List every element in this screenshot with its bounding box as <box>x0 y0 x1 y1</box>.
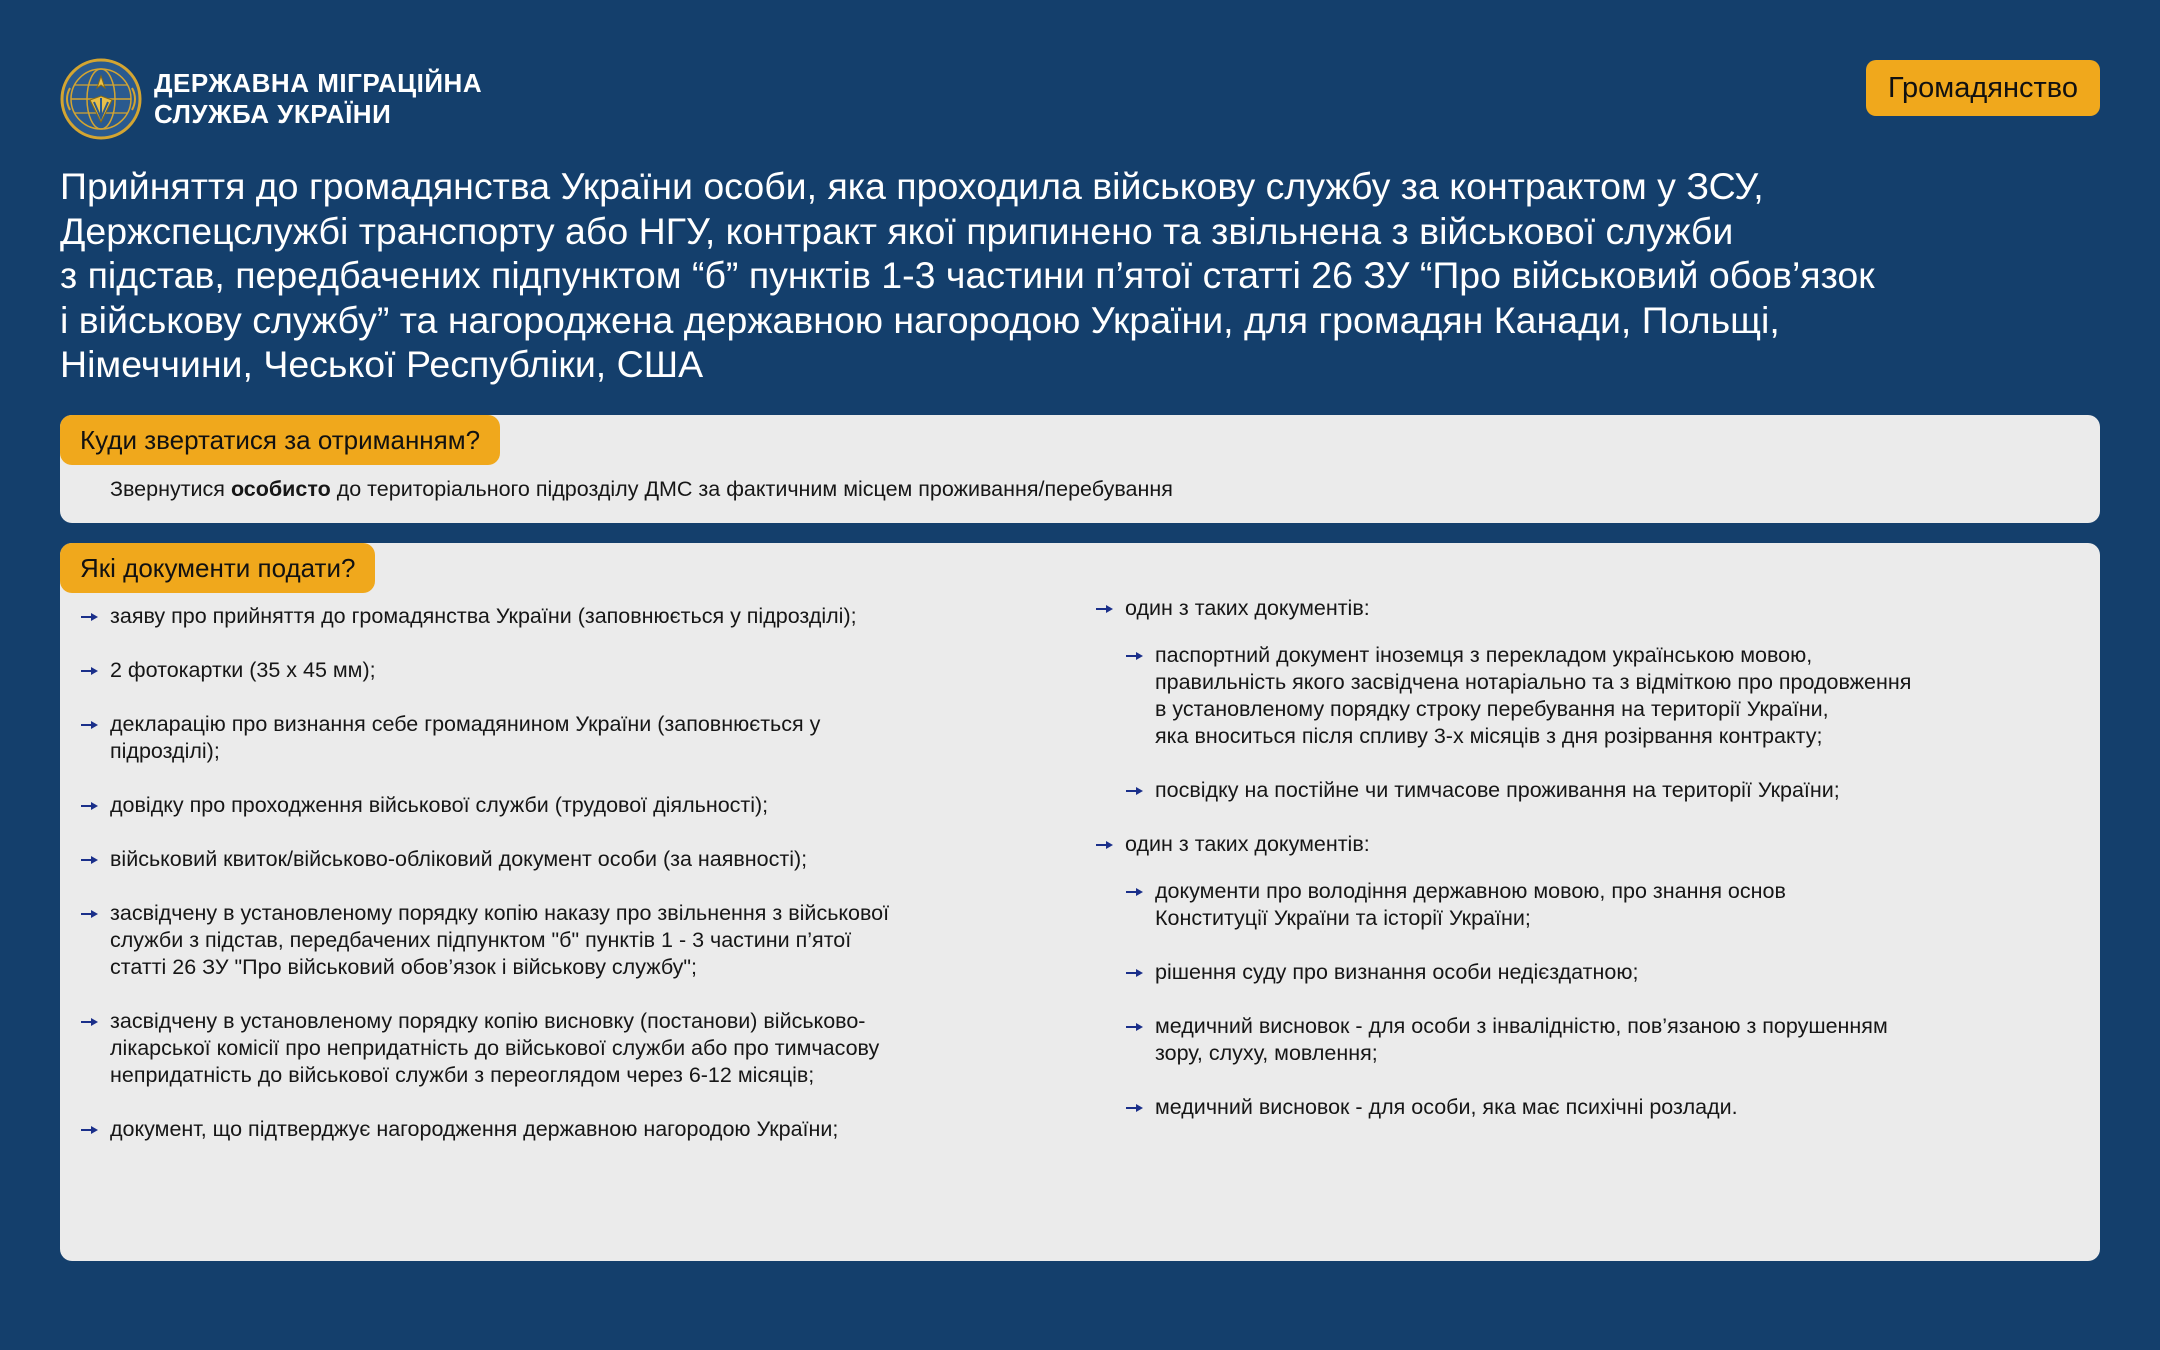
list-item-text <box>110 657 1040 684</box>
list-item-text <box>110 846 1040 873</box>
list-item <box>1125 1013 2085 1067</box>
arrow-right-icon <box>80 801 100 811</box>
list-item-line: довідку про проходження військової служби (трудової діяльності); <box>110 793 769 817</box>
documents-right-list <box>1095 595 2085 1121</box>
arrow-right-icon <box>1125 786 1145 796</box>
header <box>60 58 482 140</box>
list-item-line: медичний висновок - для особи, яка має психічні розлади. <box>1155 1095 1738 1119</box>
list-item-text <box>110 603 1040 630</box>
arrow-right-icon <box>80 855 100 865</box>
list-item-line: паспортний документ іноземця з перекладом українською мовою, <box>1155 643 1813 667</box>
list-item-line: Конституції України та історії України; <box>1155 906 1531 930</box>
list-item-line: служби з підстав, передбачених підпунктом "б" пунктів 1 - 3 частини п’ятої <box>110 928 852 952</box>
category-badge: Громадянство <box>1866 60 2100 116</box>
org-name-line1: ДЕРЖАВНА МІГРАЦІЙНА <box>154 68 483 98</box>
list-item-line: правильність якого засвідчена нотаріально та з відміткою про продовження <box>1155 670 1912 694</box>
list-item-text <box>1155 1013 2085 1067</box>
where-text-before: Звернутися <box>110 477 231 501</box>
list-item-text <box>1155 959 2085 986</box>
list-item-line: рішення суду про визнання особи недієздатною; <box>1155 960 1639 984</box>
arrow-right-icon <box>80 612 100 622</box>
list-item <box>80 657 1040 684</box>
org-name-line2: СЛУЖБА УКРАЇНИ <box>154 99 392 129</box>
list-item-line: декларацію про визнання себе громадянином України (заповнюється у <box>110 712 821 736</box>
list-item-line: посвідку на постійне чи тимчасове проживання на території України; <box>1155 778 1840 802</box>
document-group-label: один з таких документів: <box>1125 596 1370 620</box>
arrow-right-icon <box>1125 651 1145 661</box>
where-text <box>110 475 1173 503</box>
documents-left-list <box>80 603 1040 1143</box>
list-item <box>1125 959 2085 986</box>
arrow-right-icon <box>80 1125 100 1135</box>
list-item-text <box>110 1116 1040 1143</box>
title-line: з підстав, передбачених підпунктом “б” пунктів 1-3 частини п’ятої статті 26 ЗУ “Про військовий обов’язок <box>60 254 1875 296</box>
list-item <box>80 1116 1040 1143</box>
list-item <box>1125 642 2085 750</box>
list-item-line: документи про володіння державною мовою, про знання основ <box>1155 879 1786 903</box>
list-item-text <box>1155 878 2085 932</box>
list-item-text <box>110 900 1040 981</box>
list-item-text <box>1155 1094 2085 1121</box>
list-item <box>1125 777 2085 804</box>
list-item-text <box>110 792 1040 819</box>
where-text-bold: особисто <box>230 477 331 501</box>
arrow-right-icon <box>1095 840 1115 850</box>
document-group-label: один з таких документів: <box>1125 832 1370 856</box>
arrow-right-icon <box>1125 1103 1145 1113</box>
list-item-line: непридатність до військової служби з переоглядом через 6-12 місяців; <box>110 1063 815 1087</box>
list-item-line: медичний висновок - для особи з інвалідністю, пов’язаною з порушенням <box>1155 1014 1888 1038</box>
list-item <box>80 900 1040 981</box>
list-item-line: засвідчену в установленому порядку копію наказу про звільнення з військової <box>110 901 890 925</box>
list-item-line: статті 26 ЗУ "Про військовий обов’язок і військову службу"; <box>110 955 698 979</box>
list-item-line: засвідчену в установленому порядку копію висновку (постанови) військово- <box>110 1009 866 1033</box>
list-item-line: яка вноситься після спливу 3-х місяців з дня розірвання контракту; <box>1155 724 1823 748</box>
documents-left-column <box>80 603 1040 1170</box>
document-group <box>1095 595 2085 804</box>
documents-label: Які документи подати? <box>60 543 375 593</box>
documents-right-column <box>1095 595 2085 1148</box>
list-item-line: заяву про прийняття до громадянства України (заповнюється у підрозділі); <box>110 604 857 628</box>
list-item-line: лікарської комісії про непридатність до військової служби або про тимчасову <box>110 1036 880 1060</box>
list-item-text <box>1155 777 2085 804</box>
where-label: Куди звертатися за отриманням? <box>60 415 500 465</box>
arrow-right-icon <box>80 1017 100 1027</box>
list-item <box>80 792 1040 819</box>
document-group-list <box>1125 878 2085 1121</box>
title-line: Німеччини, Чеської Республіки, США <box>60 343 704 385</box>
arrow-right-icon <box>1125 1022 1145 1032</box>
arrow-right-icon <box>1095 604 1115 614</box>
list-item-line: документ, що підтверджує нагородження державною нагородою України; <box>110 1117 839 1141</box>
org-name <box>154 68 482 130</box>
list-item <box>1125 1094 2085 1121</box>
list-item-line: в установленому порядку строку перебування на території України, <box>1155 697 1829 721</box>
document-group <box>1095 831 2085 1121</box>
arrow-right-icon <box>1125 968 1145 978</box>
list-item-line: військовий квиток/військово-обліковий документ особи (за наявності); <box>110 847 808 871</box>
arrow-right-icon <box>80 909 100 919</box>
list-item <box>80 846 1040 873</box>
page-title <box>60 164 2100 387</box>
document-group-list <box>1125 642 2085 804</box>
dms-emblem-icon <box>60 58 142 140</box>
title-line: Держспецслужбі транспорту або НГУ, контракт якої припинено та звільнена з військової служби <box>60 209 1734 252</box>
documents-panel <box>60 543 2100 1261</box>
list-item-line: зору, слуху, мовлення; <box>1155 1041 1378 1065</box>
title-line: Прийняття до громадянства України особи, яка проходила військову службу за контрактом у ЗСУ, <box>60 165 1764 207</box>
list-item-text <box>110 1008 1040 1089</box>
arrow-right-icon <box>1125 887 1145 897</box>
list-item-text <box>110 711 1040 765</box>
title-line: і військову службу” та нагороджена державною нагородою України, для громадян Канади, Польщі, <box>60 298 1780 341</box>
list-item <box>80 603 1040 630</box>
list-item <box>80 711 1040 765</box>
arrow-right-icon <box>80 666 100 676</box>
list-item-text <box>1155 642 2085 750</box>
list-item <box>80 1008 1040 1089</box>
list-item-line: 2 фотокартки (35 х 45 мм); <box>110 658 376 682</box>
arrow-right-icon <box>80 720 100 730</box>
list-item-line: підрозділі); <box>110 739 220 763</box>
list-item <box>1125 878 2085 932</box>
where-panel <box>60 415 2100 523</box>
where-text-after: до територіального підрозділу ДМС за фактичним місцем проживання/перебування <box>330 477 1173 501</box>
